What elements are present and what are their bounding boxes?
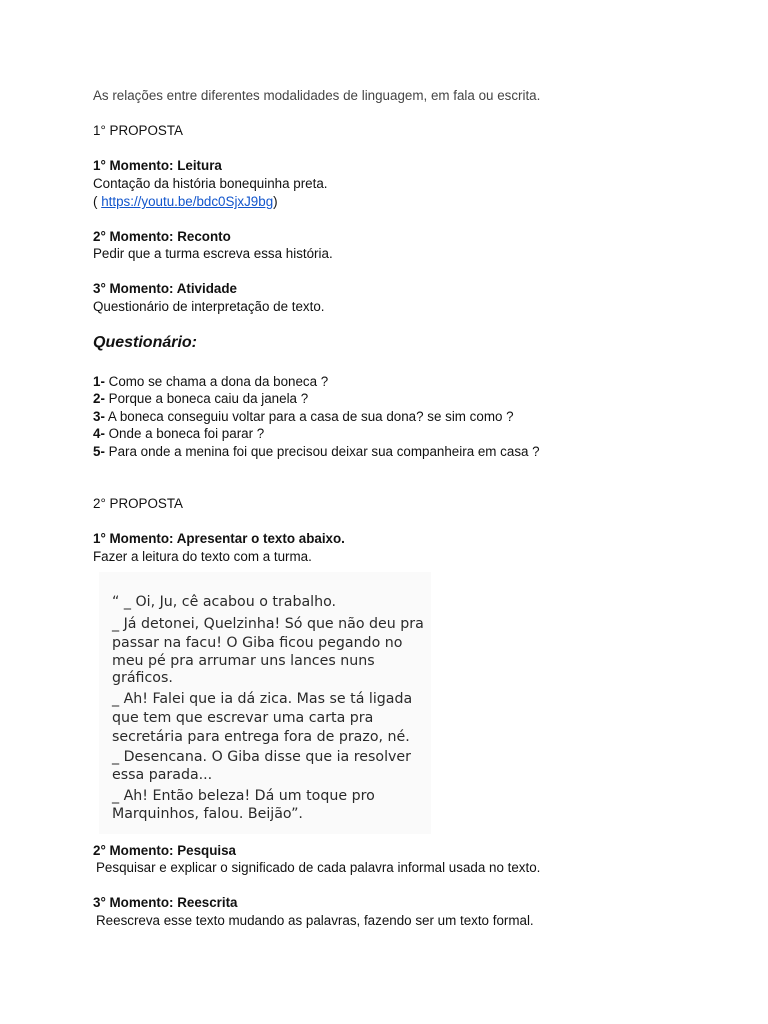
momento-1-text: Contação da história bonequinha preta. — [93, 176, 328, 191]
momento-1-heading: 1° Momento: Leitura — [93, 158, 222, 173]
question-5 — [93, 443, 540, 460]
momento-2-heading: 2° Momento: Reconto — [93, 229, 231, 244]
momento-2-text: Pedir que a turma escreva essa história. — [93, 246, 333, 261]
excerpt-line: secretária para entrega fora de prazo, né. — [112, 729, 410, 745]
question-text: Onde a boneca foi parar ? — [104, 426, 265, 441]
excerpt-line: _ Já detonei, Quelzinha! Só que não deu pra — [112, 616, 424, 632]
proposta-1-title: 1° PROPOSTA — [93, 123, 183, 138]
excerpt-line: _ Ah! Então beleza! Dá um toque pro — [112, 788, 375, 804]
question-text: Para onde a menina foi que precisou deixar sua companheira em casa ? — [104, 444, 540, 459]
video-link-line — [93, 193, 278, 210]
question-number: 5- — [93, 444, 105, 459]
question-4 — [93, 425, 264, 442]
momento-3-heading: 3° Momento: Atividade — [93, 281, 237, 296]
proposta-2-momento-1-text: Fazer a leitura do texto com a turma. — [93, 549, 312, 564]
question-3 — [93, 408, 514, 425]
excerpt-line: Marquinhos, falou. Beijão”. — [112, 806, 303, 822]
excerpt-line: meu pé pra arrumar uns lances nuns — [112, 653, 375, 669]
excerpt-line: que tem que escrevar uma carta pra — [112, 710, 374, 726]
proposta-2-momento-3-text: Reescreva esse texto mudando as palavras, fazendo ser um texto formal. — [96, 913, 534, 928]
question-number: 4- — [93, 426, 105, 441]
paren-open: ( — [93, 194, 102, 209]
question-text: Como se chama a dona da boneca ? — [104, 374, 329, 389]
intro-text: As relações entre diferentes modalidades de linguagem, em fala ou escrita. — [93, 88, 541, 103]
proposta-2-title: 2° PROPOSTA — [93, 496, 183, 511]
proposta-2-momento-1-heading: 1° Momento: Apresentar o texto abaixo. — [93, 531, 345, 546]
excerpt-line: “ _ Oi, Ju, cê acabou o trabalho. — [112, 594, 337, 610]
excerpt-line: _ Desencana. O Giba disse que ia resolver — [112, 749, 411, 765]
question-number: 3- — [93, 409, 105, 424]
excerpt-line: _ Ah! Falei que ia dá zica. Mas se tá ligada — [112, 691, 413, 707]
momento-3-text: Questionário de interpretação de texto. — [93, 299, 325, 314]
question-number: 2- — [93, 391, 105, 406]
question-text: A boneca conseguiu voltar para a casa de sua dona? se sim como ? — [104, 409, 514, 424]
paren-close: ) — [273, 194, 278, 209]
question-text: Porque a boneca caiu da janela ? — [104, 391, 309, 406]
excerpt-line: gráficos. — [112, 670, 173, 686]
proposta-2-momento-2-heading: 2° Momento: Pesquisa — [93, 843, 237, 858]
proposta-2-momento-2-text: Pesquisar e explicar o significado de cada palavra informal usada no texto. — [96, 860, 541, 875]
question-1 — [93, 373, 328, 390]
dialogue-excerpt-image — [99, 572, 431, 834]
question-number: 1- — [93, 374, 105, 389]
excerpt-line: essa parada... — [112, 767, 213, 783]
question-2 — [93, 390, 308, 407]
proposta-2-momento-3-heading: 3° Momento: Reescrita — [93, 895, 238, 910]
questionario-title: Questionário: — [93, 334, 198, 351]
youtube-link[interactable]: https://youtu.be/bdc0SjxJ9bg — [101, 194, 274, 209]
excerpt-line: passar na facu! O Giba ficou pegando no — [112, 635, 403, 651]
